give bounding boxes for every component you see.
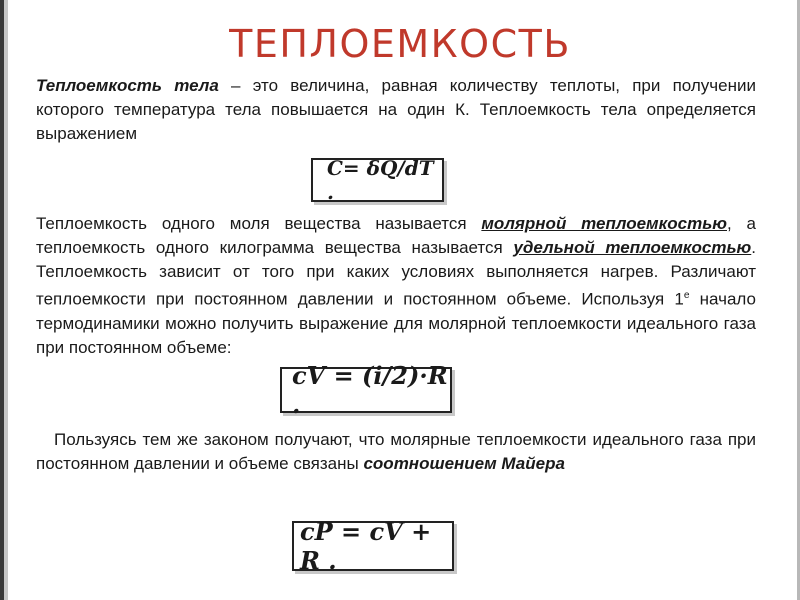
- molar-text-c: . Теплоемкость зависит от того при каких условиях выполняется нагрев. Различают теплоемкости при постоянном давлении и постоянном объеме. Используя 1: [36, 238, 756, 309]
- paragraph-molar: [36, 212, 756, 360]
- formula-mayer-text: cP = cV + R .: [300, 517, 432, 575]
- term-mayer: соотношением Майера: [363, 454, 565, 473]
- superscript-e: е: [683, 290, 690, 301]
- molar-text-d: начало термодинамики можно получить выражение для молярной теплоемкости идеального газа при постоянном объеме:: [36, 289, 756, 357]
- formula-heat-capacity: [311, 158, 444, 202]
- molar-text-a: Теплоемкость одного моля вещества называется: [36, 214, 482, 233]
- term-heat-capacity: Теплоемкость тела: [36, 76, 219, 95]
- left-border-accent: [4, 0, 8, 600]
- paragraph-definition: [36, 74, 756, 146]
- paragraph-mayer: [36, 428, 756, 476]
- definition-text: – это величина, равная количеству теплоты, при получении которого температура тела повышается на один К. Теплоемкость тела определяется выражением: [36, 76, 756, 143]
- term-specific: удельной теплоемкостью: [513, 238, 752, 257]
- molar-text-b: , а теплоемкость одного килограмма вещества называется: [36, 214, 756, 257]
- slide-title: ТЕПЛОЕМКОСТЬ: [229, 22, 571, 66]
- term-molar: молярной теплоемкостью: [481, 214, 727, 233]
- formula-cv-text: cV = (i/2)·R .: [292, 361, 448, 419]
- formula-mayer: [292, 517, 454, 575]
- mayer-text: Пользуясь тем же законом получают, что молярные теплоемкости идеального газа при постоянном давлении и объеме связаны: [36, 430, 756, 473]
- formula-heat-capacity-text: C= δQ/dT .: [327, 156, 434, 204]
- formula-cv: [280, 361, 452, 419]
